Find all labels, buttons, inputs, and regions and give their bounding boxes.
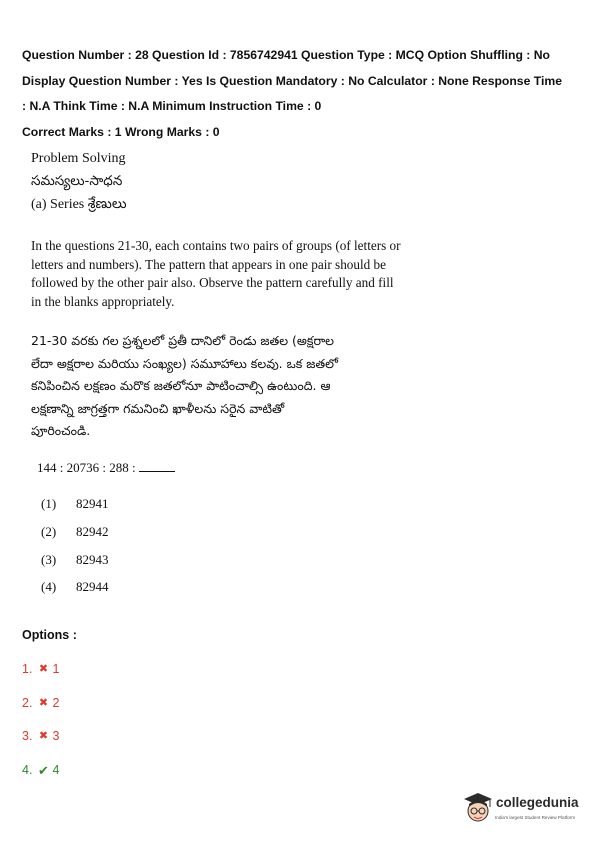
question-header bbox=[31, 147, 551, 216]
instruction-line: కనిపించిన లక్షణం మరొక జతలోనూ పాటించాల్సి ఉంటుంది. ఆ bbox=[31, 378, 331, 393]
instruction-line: letters and numbers). The pattern that appears in one pair should be bbox=[31, 256, 386, 272]
choice-value: 82942 bbox=[76, 523, 109, 539]
option-item[interactable] bbox=[22, 696, 59, 730]
option-label: 2 bbox=[52, 695, 60, 710]
answer-blank bbox=[139, 460, 175, 472]
choice-value: 82944 bbox=[76, 579, 109, 595]
choice-value: 82941 bbox=[76, 496, 109, 511]
option-label: 3 bbox=[52, 729, 60, 744]
option-label: 1 bbox=[52, 662, 60, 676]
option-item[interactable] bbox=[22, 729, 59, 763]
stem-text: 144 : 20736 : 288 : bbox=[37, 460, 136, 475]
brand-name: collegedunia bbox=[496, 795, 579, 810]
question-stem bbox=[37, 460, 175, 476]
option-number: 4. bbox=[22, 763, 33, 778]
brand-tagline: India's largest Student Review Platform bbox=[495, 815, 576, 820]
option-number: 2. bbox=[22, 695, 33, 710]
meta-line-1: Question Number : 28 Question Id : 7856742941 Question Type : MCQ Option Shuffling : No bbox=[22, 48, 550, 62]
option-label: 4 bbox=[52, 763, 60, 778]
choice-number: (4) bbox=[41, 579, 57, 595]
option-number: 3. bbox=[22, 729, 33, 744]
choice-number: (3) bbox=[41, 551, 57, 567]
marks-line: Correct Marks : 1 Wrong Marks : 0 bbox=[22, 124, 220, 139]
answer-choices bbox=[41, 496, 109, 607]
instructions-telugu bbox=[31, 330, 451, 443]
options-list bbox=[22, 662, 59, 797]
instruction-line: పూరించండి. bbox=[31, 423, 91, 438]
option-number: 1. bbox=[22, 662, 33, 676]
choice-item bbox=[41, 524, 109, 552]
cross-icon: ✖ bbox=[38, 696, 49, 709]
instruction-line: 21-30 వరకు గల ప్రశ్నలలో ప్రతీ దానిలో రెండు జతల (అక్షరాల bbox=[31, 333, 335, 348]
question-metadata bbox=[22, 43, 582, 145]
topic-english: Problem Solving bbox=[31, 151, 126, 166]
cross-icon: ✖ bbox=[38, 663, 49, 675]
instructions-english bbox=[31, 237, 431, 311]
choice-value: 82943 bbox=[76, 551, 109, 567]
instruction-line: లక్షణాన్ని జాగ్రత్తగా గమనించి ఖాళీలను సరైన వాటితో bbox=[31, 400, 285, 416]
meta-line-3: : N.A Think Time : N.A Minimum Instruction Time : 0 bbox=[22, 99, 322, 113]
options-heading: Options : bbox=[22, 628, 77, 642]
choice-item bbox=[41, 552, 109, 580]
instruction-line: లేదా అక్షరాల మరియు సంఖ్యల) సమూహాలు కలవు. ఒక జతలో bbox=[31, 355, 338, 371]
section-title: (a) Series శ్రేణులు bbox=[31, 197, 127, 212]
instruction-line: in the blanks appropriately. bbox=[31, 293, 175, 309]
choice-number: (2) bbox=[41, 523, 57, 539]
topic-telugu: సమస్యలు-సాధన bbox=[31, 173, 123, 189]
instruction-line: followed by the other pair also. Observe the pattern carefully and fill bbox=[31, 275, 394, 290]
meta-line-2: Display Question Number : Yes Is Question Mandatory : No Calculator : None Response Time bbox=[22, 73, 562, 88]
choice-item bbox=[41, 496, 109, 524]
cross-icon: ✖ bbox=[38, 730, 49, 743]
check-icon: ✔ bbox=[37, 763, 49, 779]
option-item[interactable] bbox=[22, 662, 59, 696]
choice-item bbox=[41, 579, 109, 607]
instruction-line: In the questions 21-30, each contains two pairs of groups (of letters or bbox=[31, 238, 401, 253]
choice-number: (1) bbox=[41, 496, 57, 511]
option-item[interactable] bbox=[22, 763, 59, 797]
